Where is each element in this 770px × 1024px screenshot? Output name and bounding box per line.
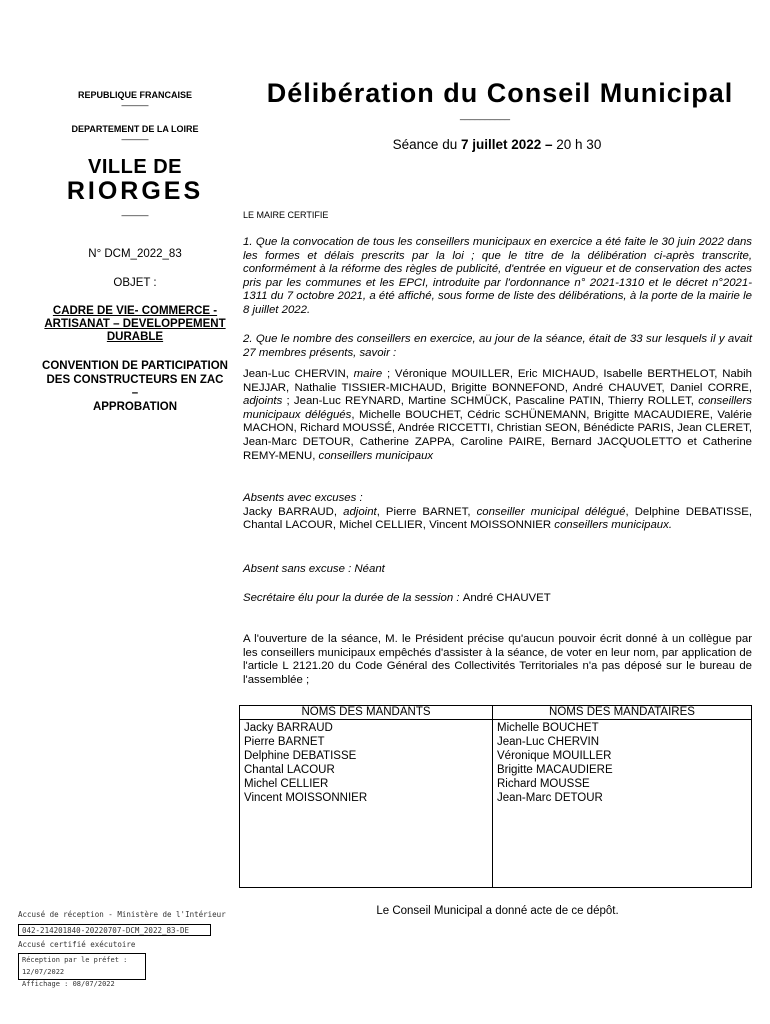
deliberation-number: N° DCM_2022_83 — [88, 248, 182, 260]
mandats-table — [239, 705, 752, 888]
table-cell: Jacky BARRAUD — [244, 722, 333, 734]
sans-excuse-text: Absent sans excuse : Néant — [243, 563, 385, 575]
nombre-text: 2. Que le nombre des conseillers en exercice, au jour de la séance, était de 33 sur lesquels il y avait 27 membres présents, savoir : — [243, 333, 752, 359]
table-cell: Delphine DEBATISSE — [244, 750, 357, 762]
table-cell: Richard MOUSSE — [497, 778, 590, 790]
members-text: ; Jean-Luc REYNARD, Martine SCHMÜCK, Pascaline PATIN, Thierry ROLLET, — [282, 395, 699, 408]
absent-sans-excuse — [243, 563, 752, 577]
absents-block — [243, 492, 752, 533]
mandataires-column — [497, 721, 613, 805]
stamp-certifie: Accusé certifié exécutoire — [18, 940, 136, 949]
secretaire-line — [243, 592, 752, 606]
category-heading: CADRE DE VIE- COMMERCE - ARTISANAT – DEVELOPPEMENT DURABLE — [44, 305, 226, 343]
absents-text: Jacky BARRAUD, — [243, 505, 344, 518]
stamp-accuse: Accusé de réception - Ministère de l'Intérieur — [18, 910, 226, 919]
seance-prefix: Séance du — [392, 137, 461, 152]
divider: ——— — [121, 134, 149, 144]
subject-block — [38, 360, 232, 414]
members-role: conseillers municipaux — [318, 449, 434, 462]
convocation-text: 1. Que la convocation de tous les conseillers municipaux en exercice a été faite le 30 juin 2022 dans les formes et délais prescrits par la loi ; que le titre de la délibération ci-après transcrite, conformément à la réforme des règles de publicité, d'entrée en vigueur et de conservation des actes pris par les communes et les EPCI, introduite par l'ordonnance n° 2021-1310 et le décret n°2021-1311 du 7 octobre 2021, a été affiché, sous forme de liste des délibérations, à la porte de la mairie le 8 juillet 2022. — [243, 236, 752, 316]
table-cell: Brigitte MACAUDIERE — [497, 764, 613, 776]
absents-role: conseillers municipaux. — [554, 519, 673, 532]
table-cell: Véronique MOUILLER — [497, 750, 612, 762]
divider: ——— — [121, 100, 149, 110]
secretaire-label: Secrétaire élu pour la durée de la session : — [243, 592, 463, 604]
table-header-mandataires: NOMS DES MANDATAIRES — [549, 706, 695, 718]
seance-time: 20 h 30 — [552, 137, 602, 152]
members-text: Jean-Luc CHERVIN, — [243, 368, 354, 380]
members-role: conseillers municipaux délégués — [243, 395, 752, 421]
absents-text: , Delphine DEBATISSE, Chantal LACOUR, Michel CELLIER, Vincent MOISSONNIER — [243, 505, 752, 532]
members-role: maire — [353, 368, 383, 380]
table-cell: Vincent MOISSONNIER — [244, 792, 368, 804]
mandants-column — [244, 721, 367, 805]
paragraph-ouverture: A l'ouverture de la séance, M. le Président précise qu'aucun pouvoir écrit donné à un collègue par les conseillers municipaux empêchés d'assister à la séance, de voter en leur nom, par application de l'article L 2121.20 du Code Général des Collectivités Territoriales n'a pas déposé sur le bureau de l'assemblée ; — [243, 633, 752, 686]
subject-status: APPROBATION — [92, 400, 178, 413]
table-cell: Michelle BOUCHET — [497, 722, 599, 734]
subject-dash: – — [131, 387, 139, 399]
paragraph-convocation — [243, 236, 752, 318]
divider: ——— — [121, 210, 149, 220]
table-cell: Jean-Marc DETOUR — [497, 792, 603, 804]
commune-name: RIORGES — [66, 177, 204, 205]
members-text: , Michelle BOUCHET, Cédric SCHÜNEMANN, Brigitte MACAUDIERE, Valérie MACHON, Richard MOUSSÉ, Andrée RICCETTI, Christian SEON, Bénédicte PARIS, Jean CLERET, Jean-Marc DETOUR, Catherine ZAPPA, Caroline PAIRE, Bernard JACQUOLETTO et Catherine REMY-MENU, — [243, 408, 752, 462]
absents-title: Absents avec excuses : — [243, 492, 363, 504]
acte-statement: Le Conseil Municipal a donné acte de ce dépôt. — [376, 905, 619, 917]
table-cell: Pierre BARNET — [244, 736, 325, 748]
table-cell: Chantal LACOUR — [244, 764, 335, 776]
objet-label: OBJET : — [113, 277, 157, 289]
members-text: ; Véronique MOUILLER, Eric MICHAUD, Isabelle BERTHELOT, Nabih NEJJAR, Nathalie TISSIER-MICHAUD, Brigitte BONNEFOND, André CHAUVET, Daniel CORRE, — [243, 368, 752, 394]
page-title: Délibération du Conseil Municipal — [266, 78, 734, 108]
departement-label: DEPARTEMENT DE LA LOIRE — [71, 124, 199, 134]
subject-title: CONVENTION DE PARTICIPATION DES CONSTRUCTEURS EN ZAC — [42, 360, 228, 386]
seance-line — [232, 137, 762, 152]
absents-role: adjoint — [343, 505, 377, 518]
members-list — [243, 368, 752, 463]
stamp-reference: 042-214201840-20220707-DCM_2022_83-DE — [18, 924, 211, 936]
absents-role: conseiller municipal délégué — [476, 505, 626, 518]
title-underline: __________ — [459, 110, 511, 120]
stamp-dates — [18, 953, 146, 988]
stamp-reception: Réception par le préfet : 12/07/2022 — [22, 956, 128, 976]
paragraph-nombre — [243, 333, 752, 360]
certifie-label: LE MAIRE CERTIFIE — [243, 210, 329, 220]
table-cell: Michel CELLIER — [244, 778, 329, 790]
seance-date: 7 juillet 2022 – — [460, 137, 553, 152]
secretaire-name: André CHAUVET — [462, 592, 551, 604]
table-header-mandants: NOMS DES MANDANTS — [301, 706, 431, 718]
table-cell: Jean-Luc CHERVIN — [497, 736, 600, 748]
stamp-affichage: Affichage : 08/07/2022 — [22, 980, 115, 988]
absents-text: , Pierre BARNET, — [376, 505, 477, 518]
table-column-divider — [492, 706, 493, 887]
members-role: adjoints — [243, 395, 283, 408]
ville-label: VILLE DE — [87, 156, 182, 178]
table-header-divider — [240, 719, 751, 720]
republique-label: REPUBLIQUE FRANCAISE — [77, 90, 192, 100]
